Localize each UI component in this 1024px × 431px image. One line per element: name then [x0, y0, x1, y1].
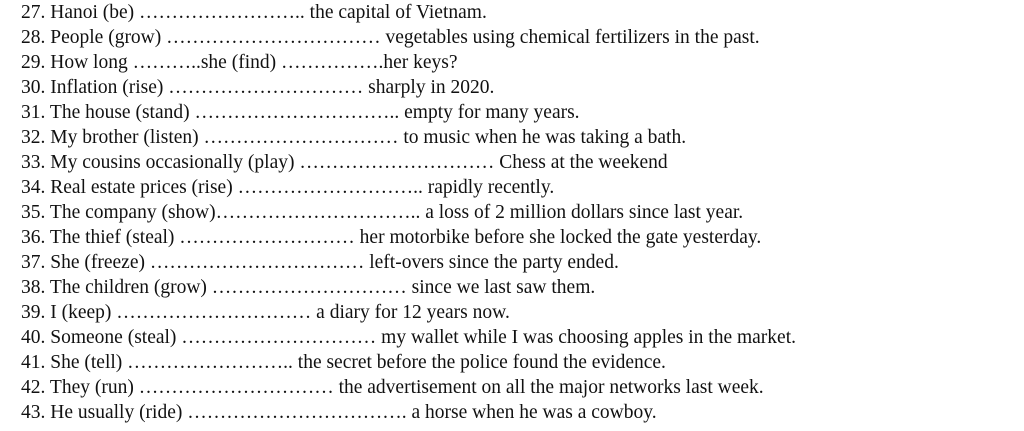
question-30: [21, 75, 494, 100]
question-text: They (run) ………………………… the advertisement on all the major networks last week.: [49, 377, 764, 398]
question-number: 37.: [21, 252, 51, 273]
question-number: 39.: [21, 302, 51, 323]
question-text: My brother (listen) ………………………… to music when he was taking a bath.: [50, 127, 687, 148]
question-number: 34.: [21, 177, 51, 198]
question-text: The company (show)………………………….. a loss of 2 million dollars since last year.: [49, 202, 744, 223]
question-text: The house (stand) ………………………….. empty for many years.: [49, 102, 580, 123]
question-39: [21, 300, 510, 325]
question-text: Real estate prices (rise) ……………………….. rapidly recently.: [50, 177, 555, 198]
question-text: My cousins occasionally (play) ………………………… Chess at the weekend: [50, 152, 668, 173]
question-41: [21, 350, 666, 375]
question-28: [21, 25, 760, 50]
question-text: How long ………..she (find) …………….her keys?: [50, 52, 458, 73]
question-43: [21, 400, 657, 425]
question-number: 36.: [21, 227, 50, 248]
question-number: 30.: [21, 77, 51, 98]
exercise-worksheet: [21, 0, 1016, 431]
question-40: [21, 325, 796, 350]
question-number: 27.: [21, 2, 51, 23]
question-number: 28.: [21, 27, 51, 48]
question-36: [21, 225, 761, 250]
question-33: [21, 150, 668, 175]
question-text: The children (grow) ………………………… since we last saw them.: [49, 277, 596, 298]
question-number: 42.: [21, 377, 50, 398]
question-text: I (keep) ………………………… a diary for 12 years now.: [50, 302, 510, 323]
question-text: Hanoi (be) …………………….. the capital of Vietnam.: [50, 2, 487, 23]
question-text: People (grow) …………………………… vegetables using chemical fertilizers in the past.: [50, 27, 760, 48]
question-text: Inflation (rise) ………………………… sharply in 2020.: [50, 77, 495, 98]
question-31: [21, 100, 580, 125]
question-32: [21, 125, 686, 150]
question-35: [21, 200, 743, 225]
question-29: [21, 50, 458, 75]
question-38: [21, 275, 595, 300]
question-text: She (tell) …………………….. the secret before the police found the evidence.: [50, 352, 666, 373]
question-number: 38.: [21, 277, 50, 298]
question-number: 43.: [21, 402, 51, 423]
question-number: 29.: [21, 52, 51, 73]
question-number: 35.: [21, 202, 50, 223]
question-text: He usually (ride) ……………………………. a horse when he was a cowboy.: [50, 402, 657, 423]
question-text: Someone (steal) ………………………… my wallet while I was choosing apples in the market.: [50, 327, 796, 348]
question-27: [21, 0, 487, 25]
question-42: [21, 375, 764, 400]
question-text: The thief (steal) ……………………… her motorbike before she locked the gate yesterday.: [49, 227, 762, 248]
question-number: 41.: [21, 352, 51, 373]
question-34: [21, 175, 554, 200]
question-number: 32.: [21, 127, 51, 148]
question-number: 31.: [21, 102, 50, 123]
question-text: She (freeze) …………………………… left-overs since the party ended.: [50, 252, 619, 273]
question-number: 33.: [21, 152, 51, 173]
question-number: 40.: [21, 327, 51, 348]
question-37: [21, 250, 619, 275]
